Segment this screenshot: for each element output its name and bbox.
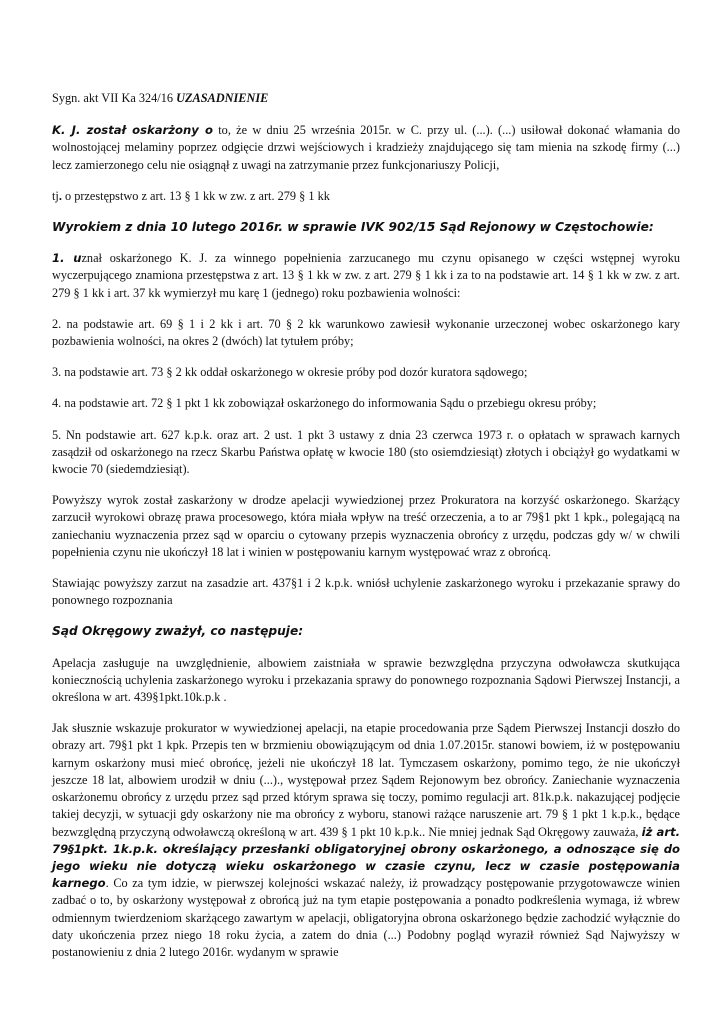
accused-name: K. J. został oskarżony o bbox=[52, 123, 213, 138]
judgment-point-1 bbox=[52, 250, 680, 302]
offence-prefix: tj bbox=[52, 188, 59, 203]
charge-description: to, że w dniu 25 września 2015r. w C. przy ul. (...). (...) usiłował dokonać włamania do wolnostojącej melaminy poprzez odgięcie drzwi wejściowych i kradzieży znajdującego się tam mienia na szkodę firmy (...) lecz zamierzonego celu nie osiągnął z uwagi na zatrzymanie przez funkcjonariuszy Policji, bbox=[52, 123, 680, 172]
judgment-heading: Wyrokiem z dnia 10 lutego 2016r. w sprawie IVK 902/15 Sąd Rejonowy w Częstochowie: bbox=[52, 220, 654, 235]
reasoning-paragraph-2 bbox=[52, 720, 680, 961]
point-1-number: 1. u bbox=[52, 251, 82, 266]
case-signature: Sygn. akt VII Ka 324/16 bbox=[52, 91, 177, 105]
case-signature-line bbox=[52, 90, 680, 107]
reasoning-text-end: . Co za tym idzie, w pierwszej kolejności wskazać należy, iż prowadzący postępowanie przygotowawcze winien zadbać o to, by oskarżony występował z obrońcą już na tym etapie postępowania a ponadto podkreślenia wymaga, iż wbrew odmiennym twierdzeniom skarżącego zawartym w apelacji, obligatoryjna obrona oskarżonego będzie zachodzić wyłącznie do daty ukończenia przez niego 18 roku życia, a zatem do dnia (...) Podobny pogląd wyraził również Sąd Najwyższy w postanowieniu z dnia 2 lutego 2016r. wydanym w sprawie bbox=[52, 876, 680, 959]
reasoning-text-start: Jak słusznie wskazuje prokurator w wywiedzionej apelacji, na etapie procedowania prze Sądem Pierwszej Instancji doszło do obrazy art. 79§1 pkt 1 kpk. Przepis ten w brzmieniu obowiązującym od dnia 1.07.2015r. stanowi bowiem, iż w postępowaniu karnym oskarżony musi mieć obrońcę, jeżeli nie ukończył 18 lat. Tymczasem oskarżony, pomimo tego, że nie ukończył jeszcze 18 lat, albowiem urodził w dniu (...)., występował przez Sądem Rejonowym bez obrońcy. Zaniechanie wyznaczenia oskarżonemu obrońcy z urzędu przez sąd przed którym sprawa się toczy, pomimo regulacji art. 81k.p.k. nakazującej podjęcie takiej decyzji, w sytuacji gdy oskarżony nie ma obrońcy z wyboru, stanowi rażące naruszenie art. 79 § 1 pkt 1 k.p.k., będące bezwzględną przyczyną odwoławczą określoną w art. 439 § 1 pkt 10 k.p.k.. Nie mniej jednak Sąd Okręgowy zauważa, bbox=[52, 721, 680, 839]
appeal-request-paragraph: Stawiając powyższy zarzut na zasadzie art. 437§1 i 2 k.p.k. wniósł uchylenie zaskarżonego wyroku i przekazanie sprawy do ponownego rozpoznania bbox=[52, 576, 680, 608]
offence-text: o przestępstwo z art. 13 § 1 kk w zw. z art. 279 § 1 kk bbox=[61, 188, 330, 203]
point-1-text: znał oskarżonego K. J. za winnego popełnienia zarzucanego mu czynu opisanego w części wstępnej wyroku wyczerpującego znamiona przestępstwa z art. 13 § 1 kk w zw. z art. 279 § 1 kk i za to na podstawie art. 14 § 1 kk w zw. z art. 279 § 1 kk i art. 37 kk wymierzył mu karę 1 (jednego) roku pozbawienia wolności: bbox=[52, 251, 680, 300]
reasoning-emphasis: iż art. 79§1pkt. 1k.p.k. określający przesłanki obligatoryjnej obrony oskarżonego, a odnoszące się do jego wieku nie dotyczą wieku oskarżonego w czasie czynu, lecz w czasie postępowania karnego bbox=[52, 824, 681, 891]
reasoning-paragraph-1: Apelacja zasługuje na uwzględnienie, albowiem zaistniała w sprawie bezwzględna przyczyna odwoławcza skutkująca koniecznością uchylenia zaskarżonego wyroku i przekazania sprawy do ponownego rozpoznania Sądowi Pierwszej Instancji, a określona w art. 439§1pkt.10k.p.k . bbox=[52, 655, 680, 705]
judgment-point-5: 5. Nn podstawie art. 627 k.p.k. oraz art. 2 ust. 1 pkt 3 ustawy z dnia 23 czerwca 1973 r. o opłatach w sprawach karnych zasądził od oskarżonego na rzecz Skarbu Państwa opłatę w kwocie 180 (sto osiemdziesiąt) złotych i obciążył go wydatkami w kwocie 70 (siedemdziesiąt). bbox=[52, 427, 680, 477]
document-page bbox=[52, 90, 680, 975]
intro-paragraph bbox=[52, 122, 680, 174]
judgment-point-3: 3. na podstawie art. 73 § 2 kk oddał oskarżonego w okresie próby pod dozór kuratora sądowego; bbox=[52, 365, 528, 380]
offence-dot: . bbox=[58, 188, 62, 203]
offence-line bbox=[52, 188, 680, 205]
court-heading: Sąd Okręgowy zważył, co następuje: bbox=[52, 624, 304, 639]
judgment-point-4: 4. na podstawie art. 72 § 1 pkt 1 kk zobowiązał oskarżonego do informowania Sądu o przebiegu okresu próby; bbox=[52, 396, 597, 411]
appeal-paragraph: Powyższy wyrok został zaskarżony w drodze apelacji wywiedzionej przez Prokuratora na korzyść oskarżonego. Skarżący zarzucił wyrokowi obrazę prawa procesowego, która miała wpływ na treść orzeczenia, a to ar 79§1 pkt 1 kpk., polegającą na zaniechaniu wyznaczenia przez sąd w oparciu o cytowany przepis wyznaczenia obrońcy z urzędu, podczas gdy w/ w chwili popełnienia czynu nie ukończył 18 lat i winien w postępowaniu karnym występować wraz z obrońcą. bbox=[52, 493, 680, 559]
document-title: UZASADNIENIE bbox=[176, 91, 269, 105]
judgment-point-2: 2. na podstawie art. 69 § 1 i 2 kk i art. 70 § 2 kk warunkowo zawiesił wykonanie urzeczonej wobec oskarżonego kary pozbawienia wolności, na okres 2 (dwóch) lat tytułem próby; bbox=[52, 316, 680, 349]
